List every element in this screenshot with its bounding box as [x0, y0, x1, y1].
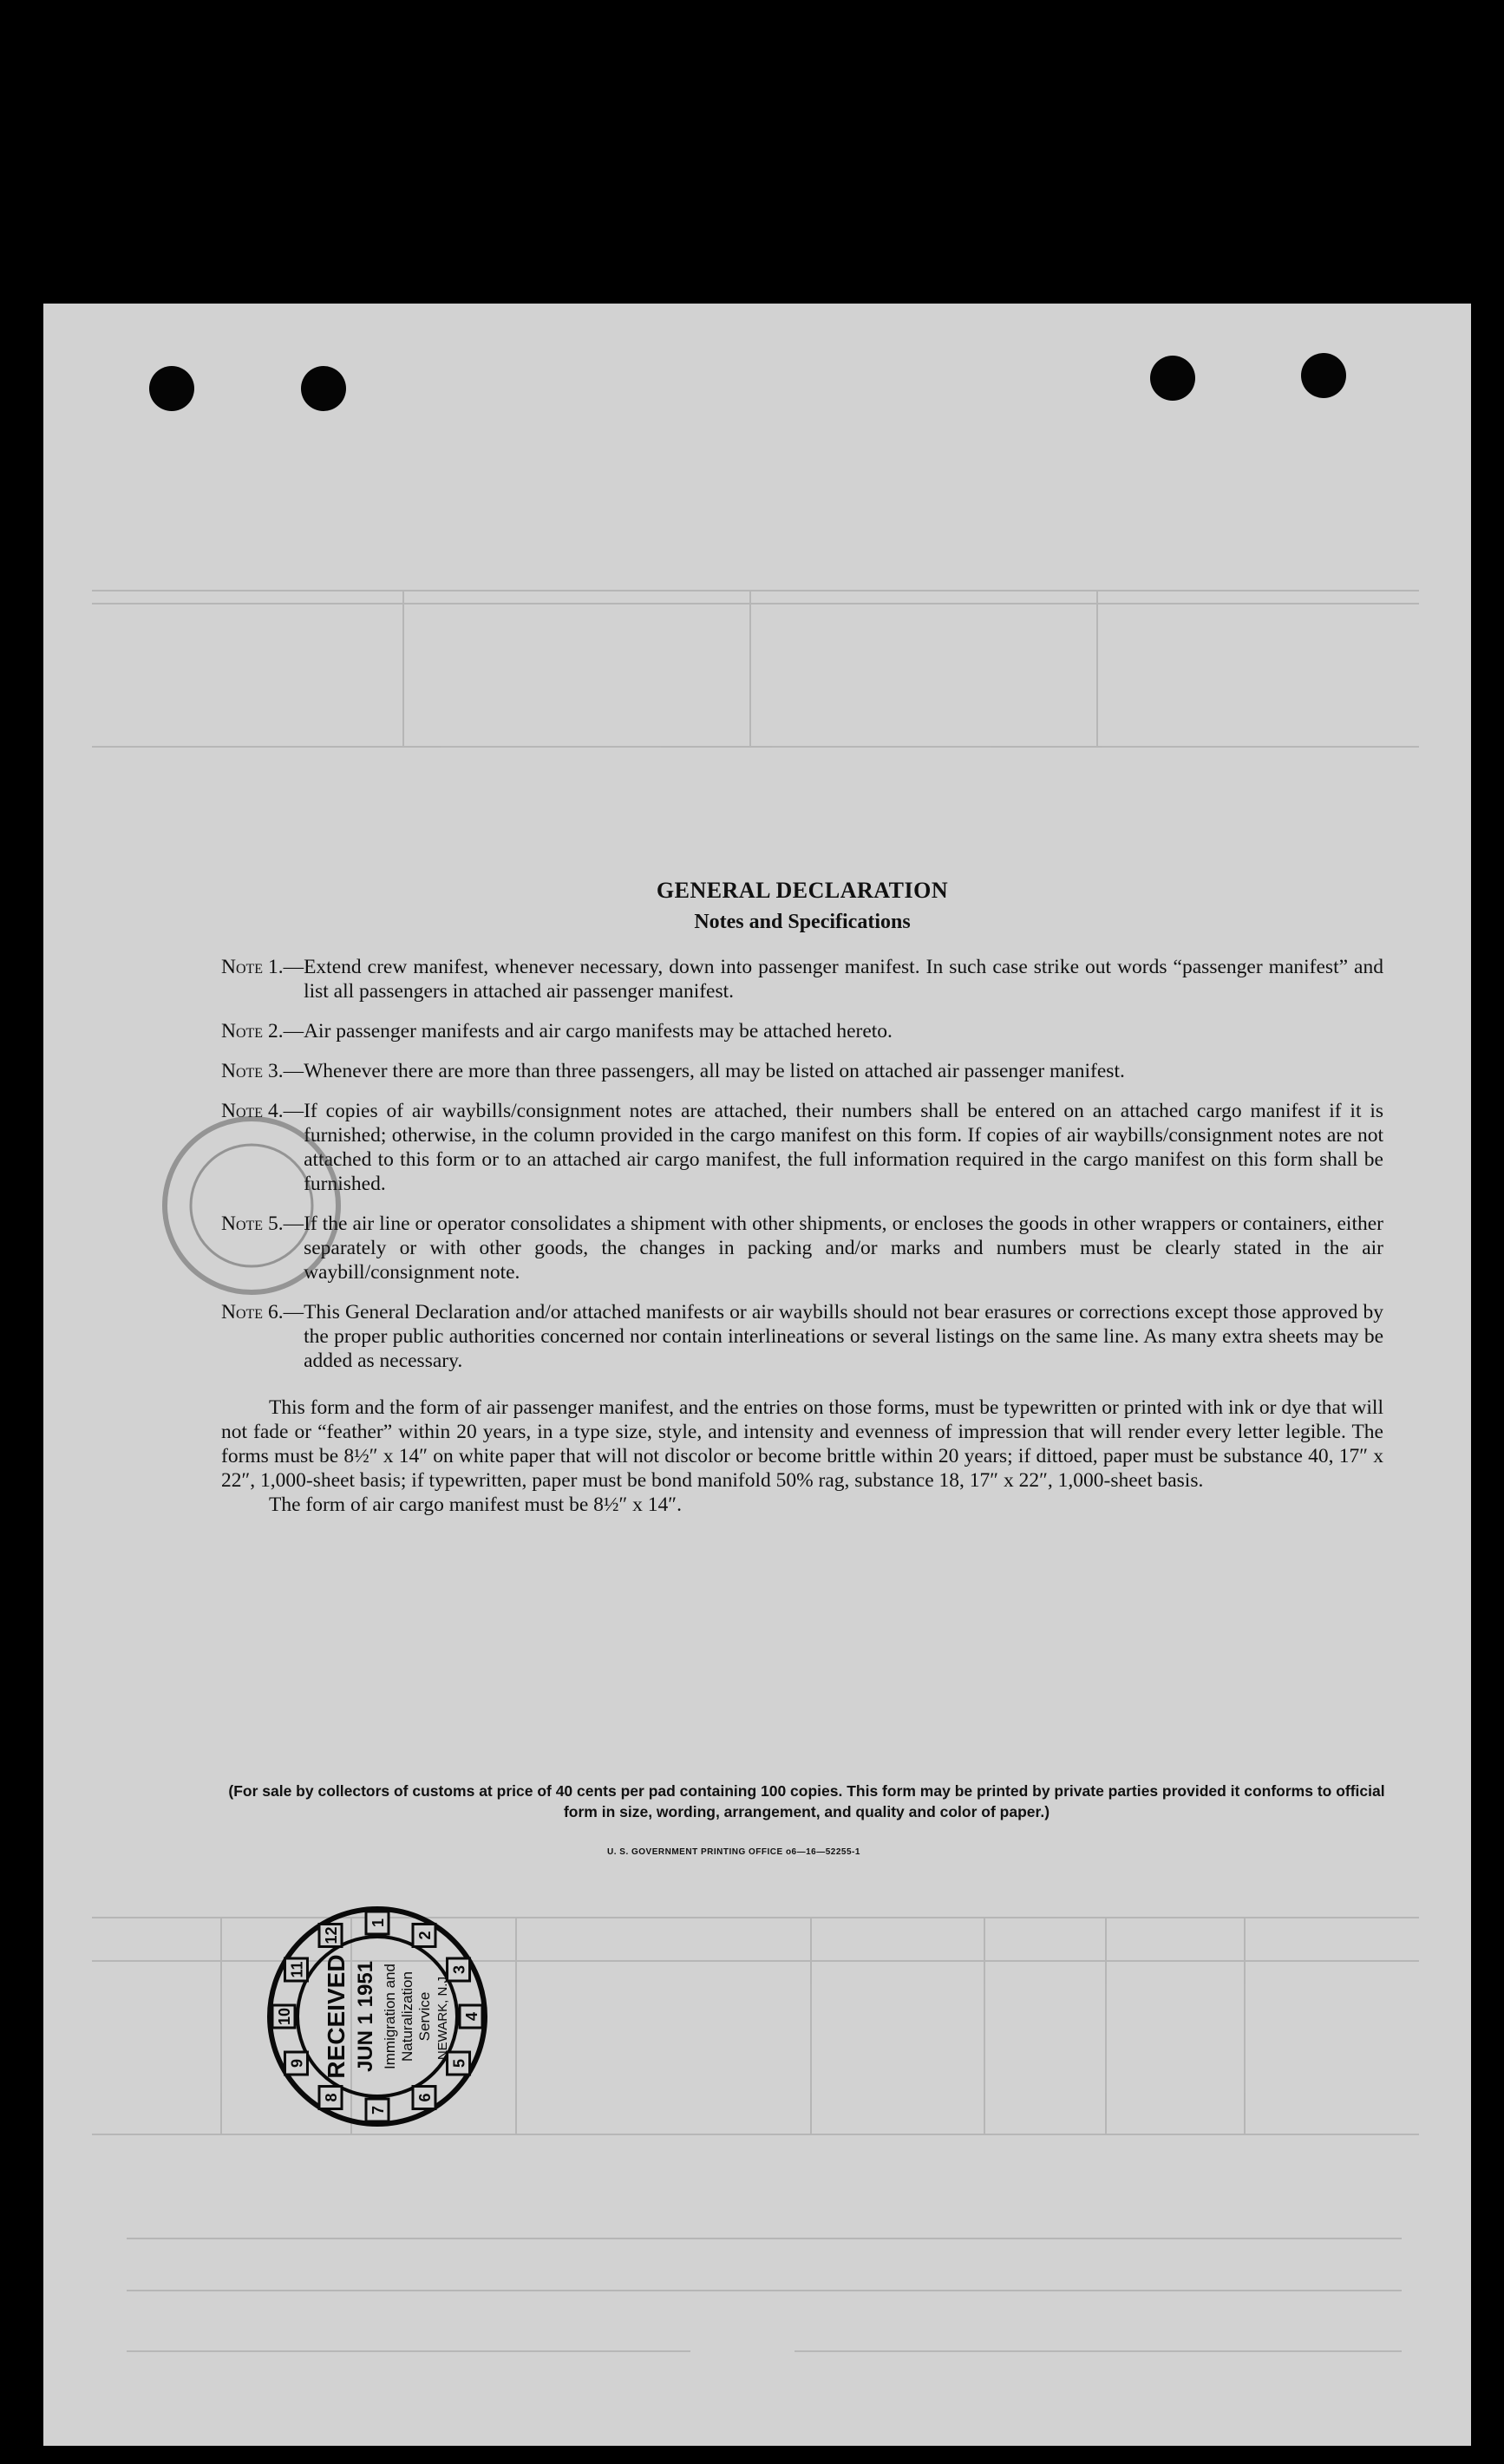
- note-dash: —: [283, 956, 304, 978]
- note-1: [221, 955, 1383, 1003]
- note-text: This General Declaration and/or attached manifests or air waybills should not bear erasures or corrections except those approved by the proper public authorities concerned nor contain interlineations or several listings on the same line. As many extra sheets may be added as necessary.: [304, 1301, 1383, 1372]
- stamp-received-word: RECEIVED: [323, 1954, 350, 2079]
- stamp-ring-number: 5: [450, 2058, 468, 2069]
- note-5: [221, 1212, 1383, 1284]
- received-stamp: [265, 1904, 490, 2129]
- note-dash: —: [283, 1020, 304, 1042]
- stamp-date: JUN 1 1951: [354, 1960, 377, 2073]
- document-subtitle: Notes and Specifications: [694, 911, 911, 933]
- note-label: Note 5.: [221, 1212, 284, 1235]
- stamp-ring-number: 10: [276, 2007, 293, 2026]
- stamp-ring-number: 9: [288, 2058, 306, 2069]
- note-label: Note 3.: [221, 1060, 284, 1082]
- stamp-ring-number: 11: [288, 1961, 306, 1978]
- note-text: If copies of air waybills/consignment notes are attached, their numbers shall be entered on an attached cargo manifest if it is furnished; otherwise, in the column provided in the cargo manifest on this form. If copies of air waybills/consignment notes are not attached to this form or to an attached air cargo manifest, the full information required in the cargo manifest on this form shall be furnished.: [304, 1100, 1383, 1195]
- form-specification-text: This form and the form of air passenger manifest, and the entries on those forms, must be typewritten or printed with ink or dye that will not fade or “feather” within 20 years, in a type size, style, and intensity and evenness of impression that will render every letter legible. The forms must be 8½″ x 14″ on white paper that will not discolor or become brittle within 20 years; if dittoed, paper must be substance 40, 17″ x 22″, 1,000-sheet basis; if typewritten, paper must be bond manifold 50% rag, substance 18, 17″ x 22″, 1,000-sheet basis.: [221, 1396, 1383, 1492]
- printing-office-line: U. S. GOVERNMENT PRINTING OFFICE o6—16—52255-1: [607, 1847, 860, 1857]
- stamp-ring-number: 3: [450, 1964, 468, 1975]
- cargo-manifest-size-line: The form of air cargo manifest must be 8½″ x 14″.: [269, 1493, 682, 1516]
- stamp-line-3: Service: [416, 1991, 433, 2042]
- note-text: If the air line or operator consolidates a shipment with other shipments, or encloses the goods in other wrappers or containers, either separately or with other goods, the changes in packing and/or marks and numbers must be clearly stated in the air waybill/consignment note.: [304, 1212, 1383, 1284]
- stamp-line-2: Naturalization: [399, 1971, 415, 2062]
- stamp-line-1: Immigration and: [382, 1964, 398, 2069]
- note-label: Note 6.: [221, 1301, 284, 1324]
- note-3: [221, 1059, 1383, 1083]
- note-dash: —: [283, 1212, 304, 1235]
- form-specification-paragraph: [221, 1395, 1383, 1517]
- note-2: [221, 1019, 1383, 1043]
- stamp-ring-number: 6: [416, 2093, 434, 2102]
- document-title: GENERAL DECLARATION: [656, 878, 949, 903]
- note-text: Extend crew manifest, whenever necessary, down into passenger manifest. In such case strike out words “passenger manifest” and list all passengers in attached air passenger manifest.: [304, 956, 1383, 1003]
- note-label: Note 4.: [221, 1100, 284, 1122]
- sale-notice: (For sale by collectors of customs at price of 40 cents per pad containing 100 copies. This form may be printed by private parties provided it conforms to official form in size, wording, arrangement, and quality and color of paper.): [228, 1782, 1385, 1820]
- stamp-ring-number: 4: [463, 2011, 481, 2022]
- stamp-ring-number: 1: [369, 1918, 387, 1928]
- stamp-ring-number: 2: [416, 1931, 434, 1940]
- stamp-ring-number: 7: [369, 2105, 387, 2115]
- note-6: [221, 1300, 1383, 1373]
- note-label: Note 2.: [221, 1020, 284, 1042]
- note-label: Note 1.: [221, 956, 284, 978]
- document-page: [43, 304, 1471, 2446]
- notes-section: [221, 878, 1383, 1517]
- punch-hole-left-1: [149, 366, 194, 411]
- punch-hole-left-2: [301, 366, 346, 411]
- note-4: [221, 1099, 1383, 1196]
- stamp-line-4: NEWARK, N.J.: [435, 1972, 450, 2061]
- note-text: Whenever there are more than three passengers, all may be listed on attached air passenger manifest.: [304, 1060, 1125, 1082]
- stamp-ring-number: 8: [323, 2093, 340, 2102]
- punch-hole-right-2: [1301, 353, 1346, 398]
- faint-stamp-impression: [156, 1110, 347, 1301]
- note-dash: —: [283, 1060, 304, 1082]
- stamp-ring-number: 12: [323, 1926, 340, 1944]
- note-text: Air passenger manifests and air cargo manifests may be attached hereto.: [304, 1020, 893, 1042]
- note-dash: —: [283, 1100, 304, 1122]
- note-dash: —: [283, 1301, 304, 1324]
- punch-hole-right-1: [1150, 356, 1195, 401]
